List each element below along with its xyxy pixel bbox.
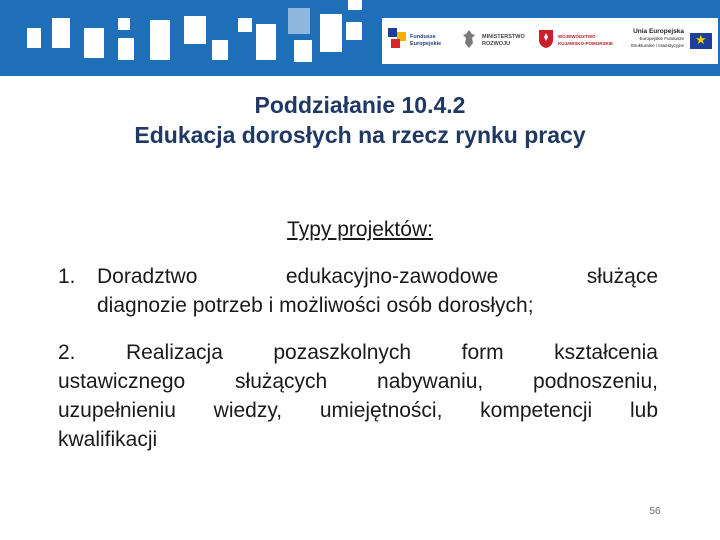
slide-subtitle (0, 216, 720, 244)
region-logo (536, 18, 618, 64)
fe-star-icon (388, 28, 406, 50)
project-type-1 (58, 262, 658, 320)
item1-line-2: diagnozie potrzeb i możliwości osób dorosłych; (97, 294, 534, 317)
title-line-1: Poddziałanie 10.4.2 (254, 92, 466, 118)
decorative-square (288, 8, 310, 34)
fe-logo-text: Fundusze Europejskie (410, 34, 442, 47)
region-logo-text: WOJEWÓDZTWO KUJAWSKO-POMORSKIE (558, 34, 614, 46)
decorative-square (348, 0, 362, 10)
item-number: 1. (58, 265, 76, 288)
item1-line-1: Doradztwo edukacyjno-zawodowe służące (97, 265, 658, 288)
subtitle-text: Typy projektów: (287, 218, 433, 241)
decorative-square (346, 22, 362, 40)
project-type-2 (58, 338, 658, 454)
header-banner (0, 0, 720, 76)
fundusze-europejskie-logo (382, 18, 460, 64)
decorative-square (212, 40, 228, 60)
eu-logo (618, 18, 718, 64)
slide-title (0, 90, 720, 150)
decorative-square (320, 14, 342, 52)
item2-line-1: 2. Realizacja pozaszkolnych form kształcenia (58, 341, 658, 364)
decorative-square (118, 38, 134, 60)
page-number: 56 (649, 506, 661, 517)
eu-logo-text: Unia Europejska Europejskie Fundusze Strukturalne i Inwestycyjne (630, 28, 684, 48)
decorative-square (27, 28, 41, 48)
item2-line-2: ustawicznego służących nabywaniu, podnoszeniu, (58, 370, 658, 393)
decorative-square (118, 18, 130, 30)
ministry-logo (460, 18, 536, 64)
title-line-2: Edukacja dorosłych na rzecz rynku pracy (134, 122, 586, 148)
decorative-square (150, 20, 170, 60)
eagle-icon (462, 28, 476, 50)
decorative-square (184, 16, 206, 44)
decorative-square (238, 18, 252, 32)
eu-flag-icon (690, 33, 712, 49)
ministry-logo-text: MINISTERSTWO ROZWOJU (482, 34, 525, 47)
decorative-square (294, 40, 312, 62)
item2-line-4: kwalifikacji (58, 428, 158, 451)
decorative-square (256, 24, 276, 60)
item2-line-3: uzupełnieniu wiedzy, umiejętności, kompetencji lub (58, 399, 658, 422)
funding-logos-strip (382, 18, 718, 64)
decorative-square (84, 28, 104, 58)
coat-of-arms-icon (538, 29, 554, 49)
decorative-square (52, 18, 70, 48)
